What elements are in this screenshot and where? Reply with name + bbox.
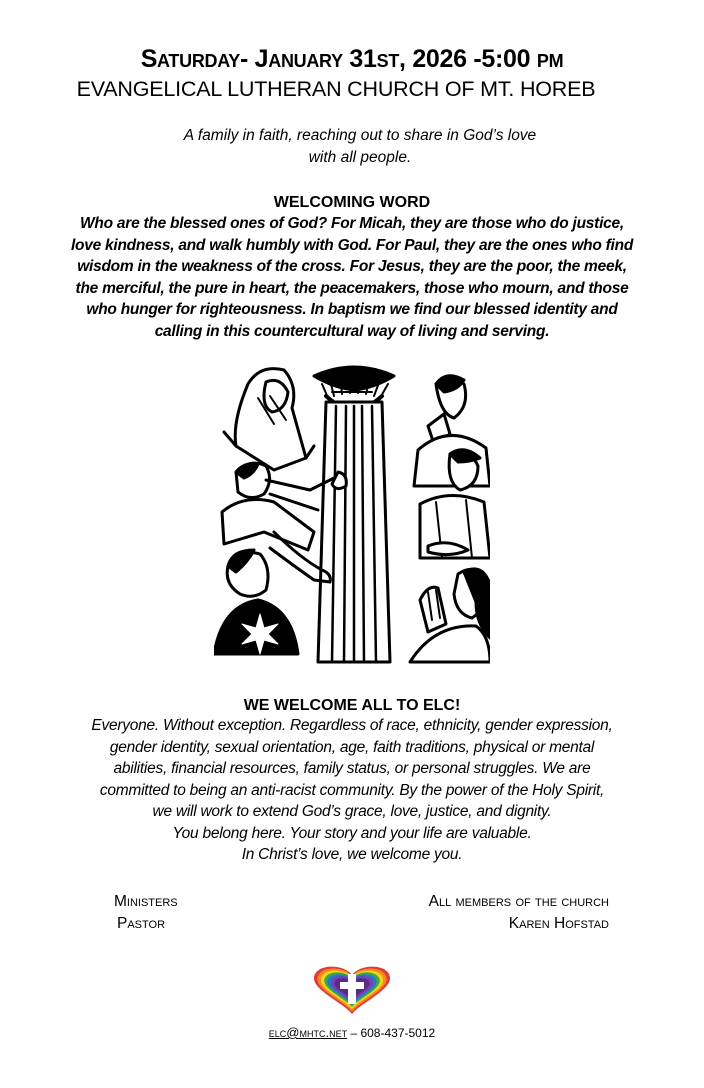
mission-statement — [100, 125, 620, 169]
role-ministers: Ministers — [114, 893, 178, 910]
welcome-line: Everyone. Without exception. Regardless of race, ethnicity, gender expression, — [91, 717, 613, 734]
mission-line: A family in faith, reaching out to share in God’s love — [183, 127, 537, 144]
welcome-statement — [30, 715, 674, 866]
welcome-heading: WE WELCOME ALL TO ELC! — [243, 697, 461, 714]
mission-line: with all people. — [308, 149, 412, 166]
welcome-line: gender identity, sexual orientation, age, faith traditions, physical or mental — [109, 738, 595, 756]
beatitudes-illustration — [214, 362, 490, 671]
page-title: Saturday- January 31st, 2026 -5:00 pm — [140, 45, 564, 73]
role-pastor: Pastor — [117, 915, 166, 932]
phone-number: 608-437-5012 — [360, 1026, 436, 1040]
contact-separator: – — [347, 1026, 361, 1040]
welcoming-line: wisdom in the weakness of the cross. For Jesus, they are the poor, the meek, — [77, 258, 627, 275]
welcome-line: abilities, financial resources, family status, or personal struggles. We are — [113, 760, 591, 777]
role-ministers-value: All members of the church — [428, 893, 609, 910]
welcome-line: committed to being an anti-racist community. By the power of the Holy Spirit, — [99, 781, 605, 799]
role-pastor-value: Karen Hofstad — [508, 915, 609, 932]
contact-info — [0, 1025, 704, 1041]
welcoming-line: who hunger for righteousness. In baptism we find our blessed identity and — [86, 301, 618, 318]
welcome-line: we will work to extend God’s grace, love, justice, and dignity. — [152, 803, 552, 820]
welcoming-word-heading: WELCOMING WORD — [273, 194, 431, 211]
welcome-line: You belong here. Your story and your life are valuable. — [172, 824, 532, 842]
welcoming-line: Who are the blessed ones of God? For Micah, they are those who do justice, — [80, 215, 624, 232]
rainbow-heart-cross-icon — [312, 962, 392, 1019]
welcoming-line: the merciful, the pure in heart, the peacemakers, those who mourn, and those — [75, 279, 629, 297]
welcome-line: In Christ’s love, we welcome you. — [241, 846, 463, 863]
welcoming-line: love kindness, and walk humbly with God. For Paul, they are the ones who find — [70, 236, 634, 254]
email-link[interactable]: elc@mhtc.net — [268, 1025, 348, 1040]
church-name: EVANGELICAL LUTHERAN CHURCH OF MT. HOREB — [76, 77, 596, 101]
welcoming-line: calling in this countercultural way of living and serving. — [154, 322, 550, 340]
welcoming-word-body — [30, 213, 674, 342]
